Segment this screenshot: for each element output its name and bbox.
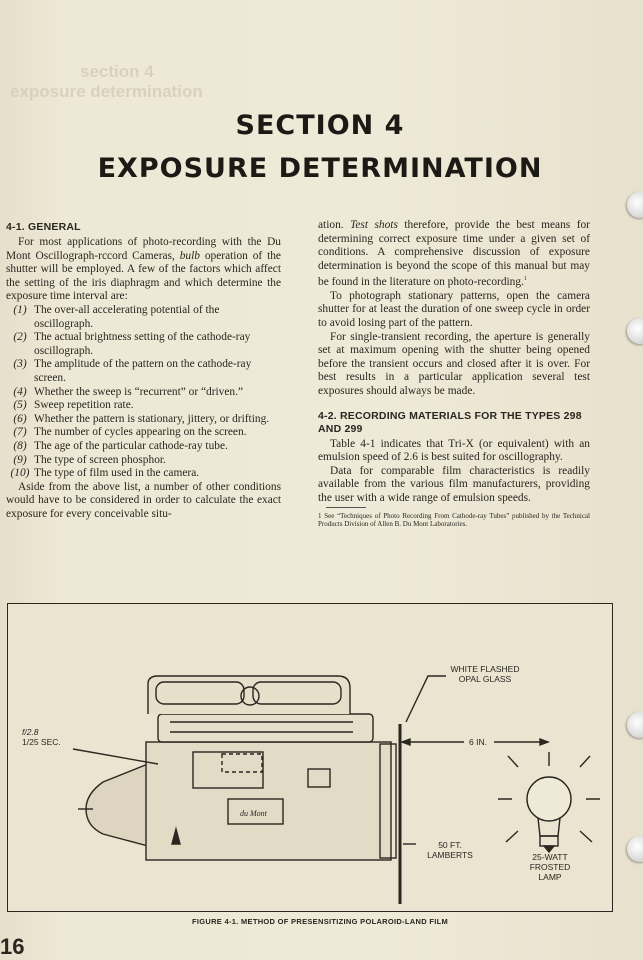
factor-list <box>6 304 281 481</box>
lens-hood <box>86 764 148 846</box>
section-subtitle: EXPOSURE DETERMINATION <box>97 153 543 184</box>
binder-hole <box>627 318 643 344</box>
closing-paragraph: Aside from the above list, a number of other conditions would have to be considered in order to calculate the exact exposure for every conceivable situ- <box>6 480 281 520</box>
label-lamberts: 50 FT. LAMBERTS <box>427 840 473 860</box>
section-title: SECTION 4 <box>235 110 405 141</box>
list-item: (4) Whether the sweep is “recurrent” or “driven.” <box>13 385 244 398</box>
list-item: (5) Sweep repetition rate. <box>13 399 134 412</box>
table-paragraph: Table 4-1 indicates that Tri-X (or equivalent) with an emulsion speed of 2.6 is best suited for oscillography. <box>318 437 590 464</box>
label-exposure: f/2.8 1/25 SEC. <box>22 727 61 747</box>
list-item: (6) Whether the pattern is stationary, jittery, or drifting. <box>13 412 270 425</box>
heading-recording-materials: 4-2. RECORDING MATERIALS FOR THE TYPES 298 AND 299 <box>318 409 582 435</box>
page-number: 16 <box>0 934 25 959</box>
brand-mark: du Mont <box>240 809 267 818</box>
list-item: (2) The actual brightness setting of the cathode-ray oscillograph. <box>13 331 251 357</box>
film-data-paragraph: Data for comparable film characteristics is readily available from the various film manufacturers, providing the user with a wide range of emulsion speeds. <box>318 464 590 504</box>
intro-paragraph: For most applications of photo-recording with the Du Mont Oscillograph-rccord Cameras, bulb operation of the shutter will be employed. A few of the factors which affect the setting of the iris diaphragm and which determine the exposure time interval are: <box>6 236 281 303</box>
binder-hole <box>627 836 643 862</box>
list-item: (8) The age of the particular cathode-ray tube. <box>13 439 228 452</box>
figure-4-1 <box>7 603 613 912</box>
label-distance: 6 IN. <box>469 737 487 747</box>
label-lamp: 25-WATT FROSTED LAMP <box>529 852 571 882</box>
list-item: (7) The number of cycles appearing on the screen. <box>13 426 247 439</box>
label-glass: WHITE FLASHED OPAL GLASS <box>450 664 520 684</box>
list-item: (3) The amplitude of the pattern on the cathode-ray screen. <box>13 358 252 384</box>
binder-hole <box>627 192 643 218</box>
right-column <box>318 219 590 528</box>
lamp-icon <box>498 752 600 852</box>
footnote: 1 See “Techniques of Photo Recording From Cathode-ray Tubes” published by the Technical Products Division of Allen B. Du Mont Laboratories. <box>318 512 590 529</box>
footnote-rule <box>326 507 366 508</box>
binder-hole <box>627 712 643 738</box>
bleed-through-text: section 4 exposure determination <box>10 62 203 101</box>
list-item: (10) The type of film used in the camera. <box>10 467 200 480</box>
transient-paragraph: For single-transient recording, the aperture is generally set at maximum opening with the shutter being opened before the transient occurs and closed after it is over. For best results in a particular application several test exposures should always be made. <box>318 330 590 397</box>
continued-paragraph: ation. Test shots therefore, provide the best means for determining correct exposure time under a given set of conditions. A comprehensive discussion of exposure determination is beyond the scope of this manual but may be found in the literature on photo-recording.$^1$ <box>318 219 590 289</box>
stationary-paragraph: To photograph stationary patterns, open the camera shutter for at least the duration of one sweep cycle in order to avoid losing part of the pattern. <box>318 289 590 329</box>
list-item: (1) The over-all accelerating potential of the oscillograph. <box>13 303 220 330</box>
camera-body <box>146 742 391 860</box>
figure-caption: FIGURE 4-1. METHOD OF PRESENSITIZING POLAROID-LAND FILM <box>191 917 449 926</box>
heading-general: 4-1. GENERAL <box>6 221 81 233</box>
left-column <box>6 219 281 521</box>
list-item: (9) The type of screen phosphor. <box>13 453 166 466</box>
